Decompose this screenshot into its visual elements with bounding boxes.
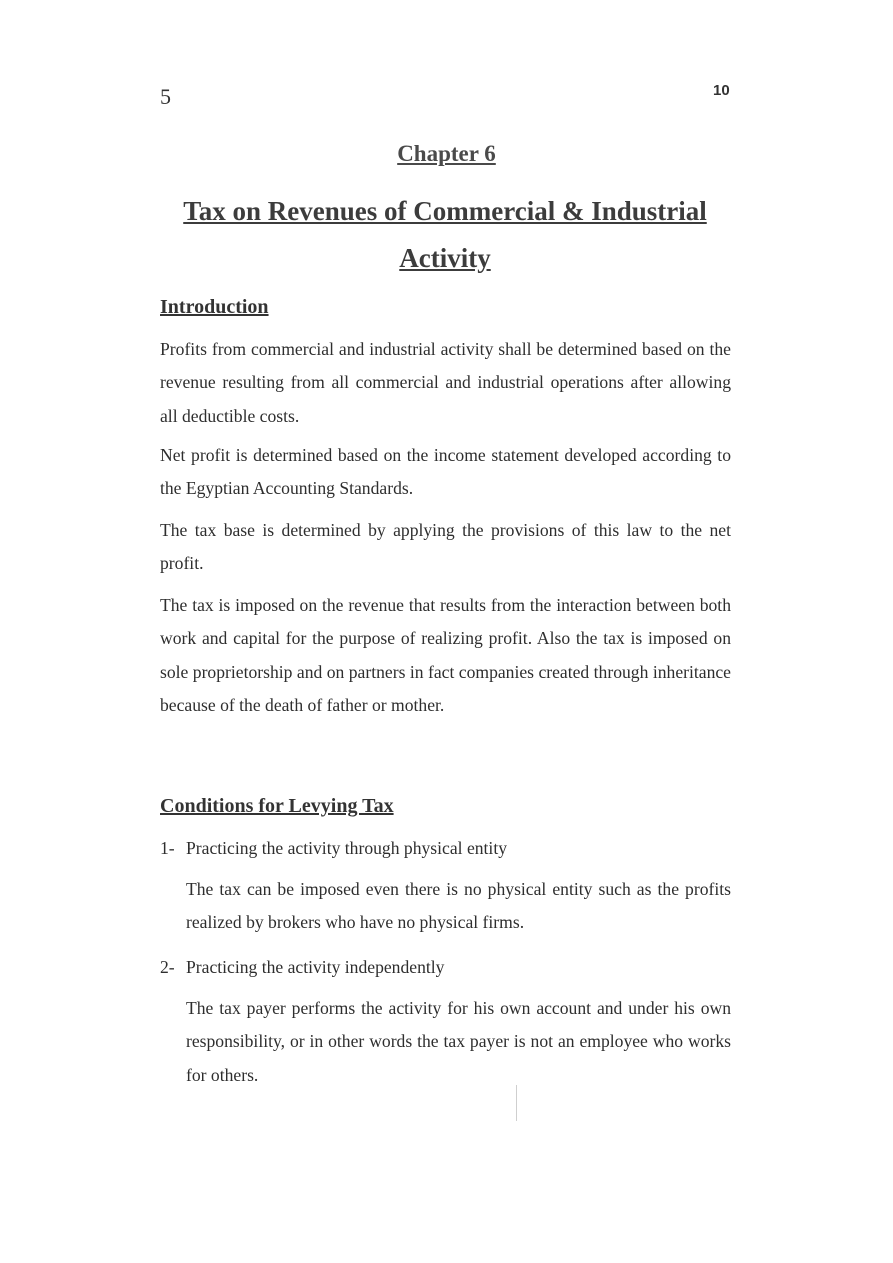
intro-paragraph-2: Net profit is determined based on the income statement developed according to the Egyptian Accounting Standards. <box>160 445 731 499</box>
intro-paragraph-1: Profits from commercial and industrial activity shall be determined based on the revenue resulting from all commercial and industrial operations after allowing all deductible costs. <box>160 339 731 426</box>
introduction-heading: Introduction <box>160 296 269 318</box>
chapter-heading: Chapter 6 <box>397 141 496 166</box>
page-number-left: 5 <box>160 84 171 109</box>
condition-item-1 <box>160 832 507 865</box>
intro-paragraph-4: The tax is imposed on the revenue that results from the interaction between both work and capital for the purpose of realizing profit. Also the tax is imposed on sole proprietorship and on partners in fact companies created through inheritance because of the death of father or mother. <box>160 595 731 716</box>
intro-paragraph-3: The tax base is determined by applying the provisions of this law to the net profit. <box>160 520 731 574</box>
condition-description-2: The tax payer performs the activity for his own account and under his own responsibility, or in other words the tax payer is not an employee who works for others. <box>186 998 731 1085</box>
chapter-title: Tax on Revenues of Commercial & Industrial Activity <box>183 196 707 273</box>
condition-number: 1- <box>160 838 175 858</box>
page-number-right: 10 <box>713 82 730 99</box>
condition-title: Practicing the activity through physical entity <box>186 838 508 858</box>
condition-description-1: The tax can be imposed even there is no physical entity such as the profits realized by brokers who have no physical firms. <box>186 879 731 933</box>
scan-mark <box>516 1085 517 1121</box>
condition-item-2 <box>160 951 444 984</box>
condition-number: 2- <box>160 957 175 977</box>
condition-title: Practicing the activity independently <box>186 957 445 977</box>
conditions-heading: Conditions for Levying Tax <box>160 795 394 817</box>
